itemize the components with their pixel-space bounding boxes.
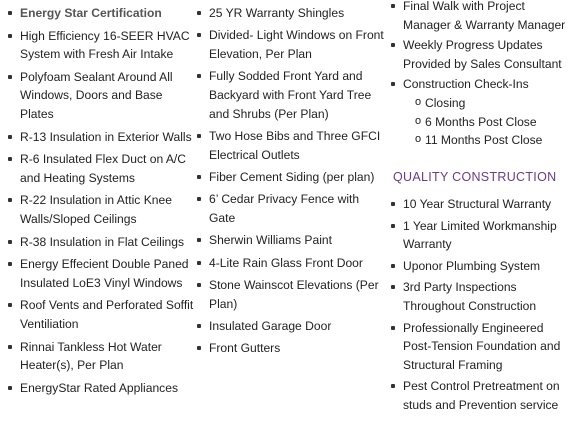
list-item: 3rd Party Inspections Throughout Construction — [389, 278, 575, 315]
list-item: Insulated Garage Door — [195, 317, 385, 336]
list-item: Front Gutters — [195, 339, 385, 358]
feature-column-exterior — [195, 0, 385, 362]
quality-list-container — [389, 195, 575, 418]
list-item: Stone Wainscot Elevations (Per Plan) — [195, 276, 385, 313]
feature-column-service — [389, 0, 575, 150]
list-item: 1 Year Limited Workmanship Warranty — [389, 217, 575, 254]
list-item: Two Hose Bibs and Three GFCI Electrical Outlets — [195, 127, 385, 164]
list-item: R-22 Insulation in Attic Knee Walls/Sloped Ceilings — [6, 191, 196, 228]
list-item: Fiber Cement Siding (per plan) — [195, 168, 385, 187]
list-item: Roof Vents and Perforated Soffit Ventiliation — [6, 296, 196, 333]
quality-list — [389, 195, 575, 415]
list-item: Polyfoam Sealant Around All Windows, Doors and Base Plates — [6, 68, 196, 124]
list-item: Energy Star Certification — [6, 4, 196, 23]
list-item: Final Walk with Project Manager & Warranty Manager — [389, 0, 575, 34]
list-item: Pest Control Pretreatment on studs and Prevention service — [389, 377, 575, 414]
sub-list-item: o Closing — [415, 94, 575, 113]
list-item: Weekly Progress Updates Provided by Sales Consultant — [389, 36, 575, 73]
feature-list-energy — [6, 4, 196, 397]
list-item: Professionally Engineered Post-Tension Foundation and Structural Framing — [389, 319, 575, 375]
list-item: EnergyStar Rated Appliances — [6, 379, 196, 398]
list-item: 10 Year Structural Warranty — [389, 195, 575, 214]
list-item: 6’ Cedar Privacy Fence with Gate — [195, 190, 385, 227]
list-item: 25 YR Warranty Shingles — [195, 4, 385, 23]
feature-column-energy — [6, 0, 196, 401]
list-item: Divided- Light Windows on Front Elevation, Per Plan — [195, 26, 385, 63]
list-item: R-6 Insulated Flex Duct on A/C and Heating Systems — [6, 150, 196, 187]
list-item: Sherwin Williams Paint — [195, 231, 385, 250]
sub-list-item: o 11 Months Post Close — [415, 131, 575, 150]
list-item: Energy Effecient Double Paned Insulated LoE3 Vinyl Windows — [6, 255, 196, 292]
list-item: Construction Check-Ins — [389, 75, 575, 94]
list-item: R-38 Insulation in Flat Ceilings — [6, 233, 196, 252]
sub-list-item: o 6 Months Post Close — [415, 113, 575, 132]
list-item: 4-Lite Rain Glass Front Door — [195, 254, 385, 273]
list-item: Fully Sodded Front Yard and Backyard with Front Yard Tree and Shrubs (Per Plan) — [195, 67, 385, 123]
feature-list-exterior — [195, 4, 385, 358]
section-heading: QUALITY CONSTRUCTION — [393, 170, 557, 184]
list-item: Rinnai Tankless Hot Water Heater(s), Per Plan — [6, 338, 196, 375]
checkin-sublist — [389, 94, 575, 150]
list-item: Uponor Plumbing System — [389, 257, 575, 276]
feature-list-service — [389, 0, 575, 94]
list-item: High Efficiency 16-SEER HVAC System with Fresh Air Intake — [6, 27, 196, 64]
list-item: R-13 Insulation in Exterior Walls — [6, 128, 196, 147]
